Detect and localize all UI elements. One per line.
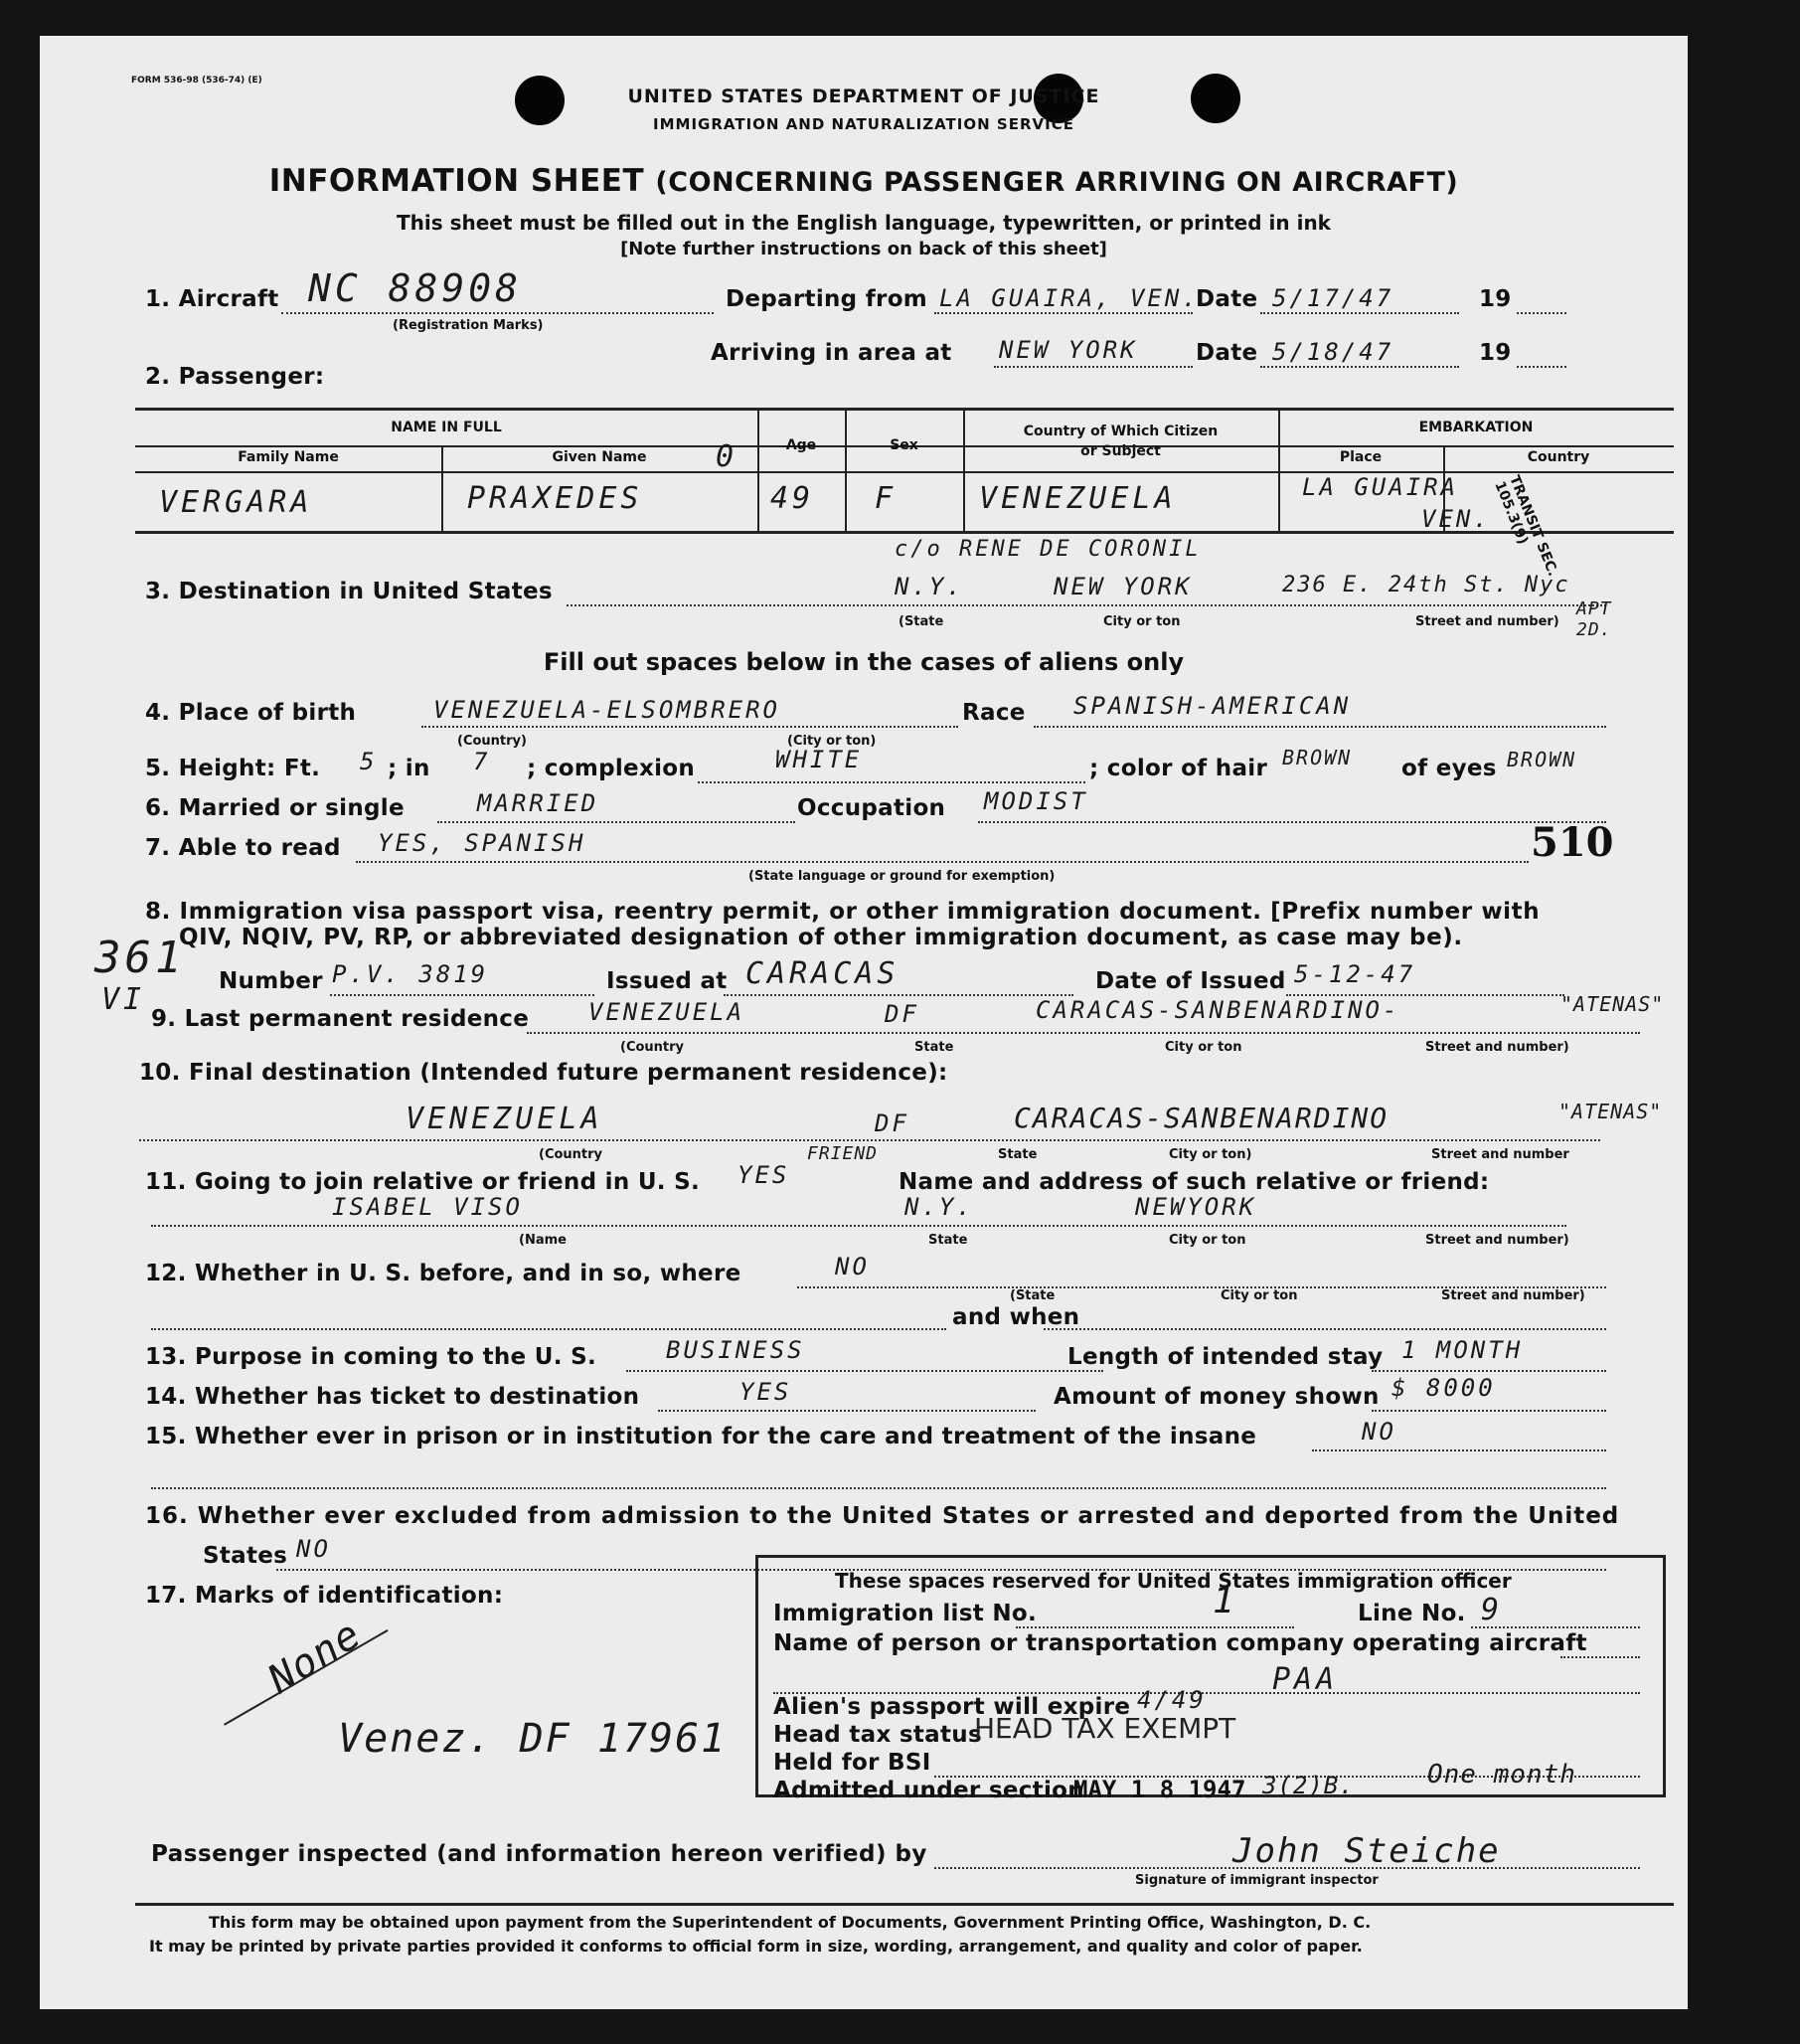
arrive-date-label: Date <box>1196 340 1258 366</box>
destination-apt-value[interactable]: APT 2D. <box>1576 598 1612 640</box>
prison-answer[interactable]: NO <box>1362 1418 1396 1446</box>
footer-line-1: This form may be obtained upon payment from the Superintendent of Documents, Government Printing Office, Washington, D. C. <box>209 1913 1372 1932</box>
read-value[interactable]: YES, SPANISH <box>378 829 586 857</box>
join-friend-name-label: Name and address of such relative or friend: <box>899 1169 1490 1195</box>
company-label: Name of person or transportation company operating aircraft <box>773 1630 1587 1656</box>
money-label: Amount of money shown <box>1054 1384 1380 1410</box>
issued-at-line <box>724 994 1073 996</box>
prison-line-2 <box>151 1487 1606 1489</box>
admitted-stamp: MAY 1 8 1947 <box>1073 1776 1246 1803</box>
company-line <box>1560 1656 1640 1658</box>
ticket-line <box>658 1410 1036 1412</box>
line-no-value[interactable]: 9 <box>1481 1593 1504 1627</box>
hair-value[interactable]: BROWN <box>1282 746 1353 769</box>
arrive-date-line <box>1260 366 1459 368</box>
last-residence-line <box>527 1032 1640 1034</box>
height-ft-label: 5. Height: Ft. <box>145 756 321 781</box>
final-destination-street[interactable]: "ATENAS" <box>1558 1100 1663 1123</box>
purpose-value[interactable]: BUSINESS <box>666 1336 805 1364</box>
margin-note: 361 <box>94 933 186 983</box>
sheet-title <box>40 163 1688 199</box>
depart-year-label: 19 <box>1479 286 1512 312</box>
complexion-value[interactable]: WHITE <box>775 746 863 773</box>
instructions-note: [Note further instructions on back of this sheet] <box>620 239 1107 259</box>
destination-state-caption: (State <box>899 614 944 629</box>
join-friend-line <box>151 1225 1566 1227</box>
form-number: FORM 536-98 (536-74) (E) <box>131 76 262 85</box>
list-no-line <box>1016 1626 1294 1628</box>
excluded-answer[interactable]: NO <box>296 1535 331 1563</box>
table-top-rule <box>135 408 1674 411</box>
height-in-label: ; in <box>388 756 430 781</box>
last-residence-country-caption: (Country <box>620 1040 685 1055</box>
last-residence-country[interactable]: VENEZUELA <box>588 998 745 1026</box>
final-destination-city-caption: City or ton) <box>1169 1147 1252 1162</box>
destination-street-caption: Street and number) <box>1415 614 1559 629</box>
destination-city-value[interactable]: NEW YORK <box>1054 573 1193 600</box>
company-value[interactable]: PAA <box>1272 1662 1339 1697</box>
height-in-value[interactable]: 7 <box>473 748 491 775</box>
emb-country-value[interactable]: VEN. <box>1421 505 1491 533</box>
visa-number-label: Number <box>219 968 323 994</box>
excluded-label-1: 16. Whether ever excluded from admission to the United States or arrested and deported from the United <box>145 1503 1620 1529</box>
passenger-label: 2. Passenger: <box>145 364 325 390</box>
when-line-left <box>151 1328 946 1330</box>
race-label: Race <box>962 700 1026 726</box>
form-page <box>40 36 1688 2009</box>
issue-date-label: Date of Issued <box>1095 968 1286 994</box>
arriving-value[interactable]: NEW YORK <box>999 336 1138 364</box>
admitted-section[interactable]: 3(2)B. <box>1262 1772 1355 1799</box>
expire-value[interactable]: 4/49 <box>1137 1686 1207 1714</box>
aircraft-line <box>281 312 714 314</box>
occupation-value[interactable]: MODIST <box>984 787 1088 815</box>
ticket-value[interactable]: YES <box>739 1378 792 1406</box>
list-no-value[interactable]: 1 <box>1213 1581 1238 1621</box>
friend-note: FRIEND <box>807 1143 879 1164</box>
given-name-header: Given Name <box>552 449 647 465</box>
final-destination-city[interactable]: CARACAS-SANBENARDINO <box>1014 1102 1390 1134</box>
depart-date-label: Date <box>1196 286 1258 312</box>
stay-value[interactable]: 1 MONTH <box>1401 1336 1524 1364</box>
destination-street-value[interactable]: 236 E. 24th St. Nyc <box>1282 573 1570 597</box>
visa-number-line <box>330 994 594 996</box>
purpose-label: 13. Purpose in coming to the U. S. <box>145 1344 596 1370</box>
inspector-signature[interactable]: John Steiche <box>1232 1831 1501 1871</box>
footer-rule <box>135 1903 1674 1906</box>
emb-place-value[interactable]: LA GUAIRA <box>1302 473 1459 501</box>
married-line <box>437 821 795 823</box>
arriving-line <box>994 366 1193 368</box>
complexion-label: ; complexion <box>527 756 696 781</box>
marks-passport[interactable]: Venez. DF 17961 <box>338 1716 728 1762</box>
birth-value[interactable]: VENEZUELA-ELSOMBRERO <box>433 696 780 724</box>
citizen-header-1: Country of Which Citizen <box>1023 424 1219 439</box>
occupation-label: Occupation <box>797 795 946 821</box>
married-value[interactable]: MARRIED <box>477 789 599 817</box>
eyes-value[interactable]: BROWN <box>1507 748 1577 771</box>
margin-note-2: VI <box>101 982 146 1017</box>
arrive-year-label: 19 <box>1479 340 1512 366</box>
language-instruction: This sheet must be filled out in the English language, typewritten, or printed in ink <box>397 211 1331 235</box>
money-value[interactable]: $ 8000 <box>1391 1374 1496 1402</box>
read-line <box>356 861 1529 863</box>
name-in-full-header: NAME IN FULL <box>391 420 502 435</box>
aliens-only-heading: Fill out spaces below in the cases of aliens only <box>543 648 1185 676</box>
visa-number-value[interactable]: P.V. 3819 <box>332 960 489 988</box>
aircraft-label: 1. Aircraft <box>145 286 279 312</box>
bsi-label: Held for BSI <box>773 1750 931 1776</box>
join-friend-answer[interactable]: YES <box>737 1161 790 1189</box>
embarkation-header: EMBARKATION <box>1418 420 1534 435</box>
officer-heading: These spaces reserved for United States immigration officer <box>835 1569 1512 1593</box>
issued-at-value[interactable]: CARACAS <box>745 956 900 991</box>
join-friend-street-caption: Street and number) <box>1425 1233 1569 1248</box>
prison-line <box>1312 1449 1606 1451</box>
visa-label-2: QIV, NQIV, PV, RP, or abbreviated designation of other immigration document, as case may be). <box>179 925 1463 950</box>
final-destination-state[interactable]: DF <box>875 1109 909 1137</box>
marks-none[interactable]: None <box>260 1611 370 1704</box>
destination-city-caption: City or ton <box>1103 614 1181 629</box>
final-destination-label: 10. Final destination (Intended future permanent residence): <box>139 1060 948 1086</box>
line-no-label: Line No. <box>1358 1601 1466 1626</box>
last-residence-state[interactable]: DF <box>885 1000 919 1028</box>
eyes-label: of eyes <box>1401 756 1497 781</box>
stamp-number: 510 <box>1531 819 1614 866</box>
sex-value[interactable]: F <box>875 481 898 516</box>
col-divider-2 <box>757 410 759 531</box>
list-no-label: Immigration list No. <box>773 1601 1038 1626</box>
footer-line-2: It may be printed by private parties provided it conforms to official form in size, wording, arrangement, and quality and color of paper. <box>149 1937 1363 1956</box>
registration-caption: (Registration Marks) <box>393 318 544 333</box>
stay-line <box>1372 1370 1606 1372</box>
when-label: and when <box>952 1304 1080 1330</box>
join-friend-label: 11. Going to join relative or friend in U. S. <box>145 1169 701 1195</box>
family-name-value[interactable]: VERGARA <box>159 485 313 520</box>
height-ft-value[interactable]: 5 <box>360 748 378 775</box>
issued-at-label: Issued at <box>606 968 728 994</box>
been-before-state-caption: (State <box>1010 1288 1056 1303</box>
destination-label: 3. Destination in United States <box>145 579 553 604</box>
final-destination-country-caption: (Country <box>539 1147 603 1162</box>
service-title: IMMIGRATION AND NATURALIZATION SERVICE <box>653 115 1074 133</box>
aircraft-value[interactable]: NC 88908 <box>308 266 523 310</box>
ticket-label: 14. Whether has ticket to destination <box>145 1384 640 1410</box>
join-friend-name-caption: (Name <box>519 1233 567 1248</box>
arrive-year-line <box>1517 366 1566 368</box>
been-before-label: 12. Whether in U. S. before, and in so, where <box>145 1261 741 1286</box>
purpose-line <box>626 1370 1103 1372</box>
birth-line <box>421 726 958 728</box>
dept-title: UNITED STATES DEPARTMENT OF JUSTICE <box>627 85 1100 107</box>
last-residence-city-caption: City or ton <box>1165 1040 1242 1055</box>
join-friend-state[interactable]: N.Y. <box>904 1193 974 1221</box>
married-label: 6. Married or single <box>145 795 405 821</box>
complexion-line <box>698 781 1085 783</box>
read-label: 7. Able to read <box>145 835 341 861</box>
hair-label: ; color of hair <box>1089 756 1268 781</box>
occupation-line <box>978 821 1606 823</box>
join-friend-state-caption: State <box>928 1233 968 1248</box>
join-friend-city-caption: City or ton <box>1169 1233 1246 1248</box>
last-residence-label: 9. Last permanent residence <box>151 1006 530 1032</box>
final-destination-line <box>139 1139 1600 1141</box>
race-value[interactable]: SPANISH-AMERICAN <box>1073 692 1352 720</box>
arriving-label: Arriving in area at <box>711 340 952 366</box>
birth-label: 4. Place of birth <box>145 700 357 726</box>
stay-label: Length of intended stay <box>1067 1344 1384 1370</box>
age-header: Age <box>785 437 817 453</box>
departing-value[interactable]: LA GUAIRA, VEN. <box>939 284 1200 312</box>
depart-date-line <box>1260 312 1459 314</box>
been-before-city-caption: City or ton <box>1221 1288 1298 1303</box>
departing-line <box>934 312 1193 314</box>
sex-header: Sex <box>890 437 918 453</box>
marks-label: 17. Marks of identification: <box>145 1583 504 1609</box>
transit-stamp: TRANSIT SEC. 105.3(9) <box>1491 473 1561 579</box>
headtax-stamp: HEAD TAX EXEMPT <box>974 1712 1236 1745</box>
excluded-label-2: States <box>203 1543 288 1569</box>
join-friend-name[interactable]: ISABEL VISO <box>332 1193 523 1221</box>
depart-year-line <box>1517 312 1566 314</box>
admitted-period[interactable]: One month <box>1427 1760 1576 1789</box>
admitted-label: Admitted under section <box>773 1778 1084 1803</box>
race-line <box>1034 726 1606 728</box>
col-divider-3 <box>845 410 847 531</box>
destination-state-value[interactable]: N.Y. <box>895 573 964 600</box>
care-of-value[interactable]: c/o RENE DE CORONIL <box>895 537 1202 562</box>
sheet-title-main: INFORMATION SHEET <box>268 163 645 199</box>
citizen-value[interactable]: VENEZUELA <box>979 481 1177 516</box>
been-before-answer[interactable]: NO <box>835 1253 870 1280</box>
money-line <box>1372 1410 1606 1412</box>
birth-city-caption: (City or ton) <box>787 734 877 749</box>
citizen-header-2: or Subject <box>1080 443 1161 459</box>
emb-country-header: Country <box>1527 449 1590 465</box>
issue-date-value[interactable]: 5-12-47 <box>1294 960 1416 988</box>
destination-line <box>567 604 1606 606</box>
inspected-label: Passenger inspected (and information hereon verified) by <box>151 1841 927 1867</box>
final-destination-street-caption: Street and number <box>1431 1147 1569 1162</box>
final-destination-state-caption: State <box>998 1147 1038 1162</box>
given-name-value[interactable]: PRAXEDES <box>467 481 643 516</box>
last-residence-city[interactable]: CARACAS-SANBENARDINO- <box>1036 996 1400 1024</box>
signature-caption: Signature of immigrant inspector <box>1135 1873 1379 1888</box>
age-value[interactable]: 49 <box>770 481 815 516</box>
depart-date-value[interactable]: 5/17/47 <box>1272 284 1394 312</box>
when-line-right <box>1044 1328 1606 1330</box>
departing-label: Departing from <box>726 286 928 312</box>
headtax-label: Head tax status <box>773 1722 982 1748</box>
last-residence-state-caption: State <box>914 1040 954 1055</box>
visa-label-1: 8. Immigration visa passport visa, reentry permit, or other immigration document. [Prefix number with <box>145 899 1541 925</box>
expire-label: Alien's passport will expire <box>773 1694 1131 1720</box>
emb-place-header: Place <box>1339 449 1383 465</box>
read-caption: (State language or ground for exemption) <box>748 869 1056 884</box>
arrive-date-value[interactable]: 5/18/47 <box>1272 338 1394 366</box>
join-friend-city[interactable]: NEWYORK <box>1135 1193 1257 1221</box>
been-before-street-caption: Street and number) <box>1441 1288 1585 1303</box>
family-name-header: Family Name <box>238 449 339 465</box>
final-destination-country[interactable]: VENEZUELA <box>406 1102 603 1136</box>
last-residence-street-caption: Street and number) <box>1425 1040 1569 1055</box>
birth-country-caption: (Country) <box>457 734 527 749</box>
prison-label: 15. Whether ever in prison or in institution for the care and treatment of the insane <box>145 1424 1257 1449</box>
sheet-title-paren: (CONCERNING PASSENGER ARRIVING ON AIRCRAFT) <box>655 167 1459 198</box>
given-name-mark: 0 <box>716 439 738 474</box>
last-residence-street[interactable]: "ATENAS" <box>1560 992 1665 1016</box>
